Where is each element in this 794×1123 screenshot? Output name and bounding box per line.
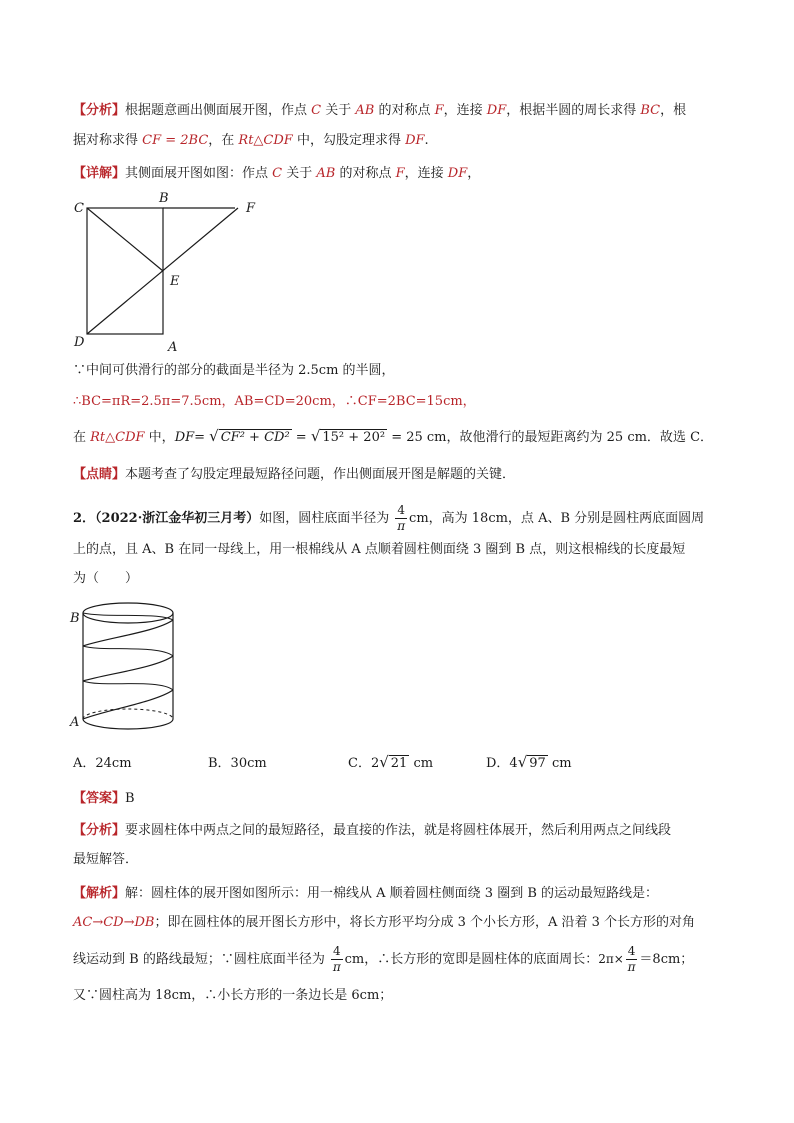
- option-d: [486, 752, 572, 772]
- analysis2-line-2: 最短解答．: [73, 852, 139, 867]
- comment-line: [73, 465, 515, 485]
- text: ，在: [208, 133, 239, 148]
- solution-line-1: [73, 884, 658, 904]
- question-source: （2022·浙江金华初三月考）: [95, 511, 260, 526]
- var: Rt△CDF: [90, 430, 145, 445]
- var: Rt△CDF: [238, 133, 293, 148]
- var: AB: [316, 166, 336, 181]
- label-c: C: [74, 201, 84, 216]
- cylinder-figure: [66, 598, 186, 738]
- analysis2-line-1: [73, 821, 671, 841]
- sqrt-icon: √: [517, 753, 528, 771]
- var: DF: [447, 166, 468, 181]
- detail-line: [73, 164, 480, 184]
- text: ，根: [660, 103, 687, 118]
- answer-line: [73, 789, 135, 809]
- helix-front-3: [83, 620, 173, 646]
- fraction: [395, 503, 407, 534]
- text: 关于: [321, 103, 356, 118]
- var: BC: [640, 103, 661, 118]
- unfolded-rectangle-figure: [70, 188, 270, 353]
- analysis-tag: 【分析】: [73, 823, 126, 838]
- sqrt-icon: √: [209, 427, 219, 445]
- numerator: 4: [332, 944, 341, 958]
- analysis-line-2: [73, 131, 429, 151]
- text: 根据题意画出侧面展开图，作点: [125, 103, 312, 118]
- var: C: [272, 166, 283, 181]
- question-2-line-3: 为（ ）: [73, 571, 139, 586]
- text: ，: [467, 166, 481, 181]
- text: 其侧面展开图如图：作点: [125, 166, 273, 181]
- question-2-line-1: [73, 503, 704, 534]
- text: cm: [409, 756, 434, 771]
- text: ，连接: [443, 103, 487, 118]
- text: cm，高为 18cm，点 A、B 分别是圆柱两底面圆周: [409, 511, 705, 526]
- solution-line-2: [73, 913, 695, 933]
- text: .: [424, 133, 429, 148]
- label-e: E: [170, 274, 180, 289]
- text: 的对称点: [335, 166, 396, 181]
- label-a: A: [168, 340, 178, 353]
- helix-back-3: [83, 613, 173, 620]
- var: AB: [355, 103, 375, 118]
- segment-ce: [87, 208, 163, 271]
- text: 解：圆柱体的展开图如图所示：用一棉线从 A 顺着圆柱侧面绕 3 圈到 B 的运动最短路线是：: [125, 886, 659, 901]
- text: D．4: [486, 756, 518, 771]
- text: ；即在圆柱体的展开图长方形中，将长方形平均分成 3 个小长方形，A 沿着 3 个长方形的对角: [154, 915, 696, 930]
- question-2-line-2: 上的点，且 A、B 在同一母线上，用一根棉线从 A 点顺着圆柱侧面绕 3 圈到 B 点，则这根棉线的长度最短: [73, 542, 686, 557]
- text: 的对称点: [374, 103, 435, 118]
- reason-therefore: ∴BC=πR=2.5π=7.5cm，AB=CD=20cm，∴CF=2BC=15cm，: [73, 394, 476, 409]
- denominator: π: [332, 960, 341, 974]
- fraction: [331, 944, 343, 975]
- denominator: π: [397, 519, 406, 533]
- option-a: A．24cm: [73, 756, 132, 771]
- option-c: [348, 752, 433, 772]
- radicand: 15² + 20²: [322, 430, 386, 445]
- text: C．2: [348, 756, 380, 771]
- path: AC→CD→DB: [73, 915, 155, 930]
- rectangle: [87, 208, 163, 334]
- numerator: 4: [397, 503, 406, 517]
- text: 关于: [282, 166, 317, 181]
- var: F: [434, 103, 444, 118]
- numerator: 4: [627, 944, 636, 958]
- text: =: [291, 430, 311, 445]
- var: DF: [486, 103, 507, 118]
- var: C: [311, 103, 322, 118]
- text: 如图，圆柱底面半径为: [259, 511, 394, 526]
- detail-tag: 【详解】: [73, 166, 126, 181]
- text: 中，勾股定理求得: [292, 133, 406, 148]
- top-ellipse: [83, 603, 173, 623]
- option-b: B．30cm: [208, 756, 267, 771]
- sqrt-icon: √: [379, 753, 389, 771]
- text: ＝8cm；: [639, 952, 694, 967]
- text: 在: [73, 430, 91, 445]
- radicand: CF² + CD²: [220, 430, 290, 445]
- helix-front-2: [83, 656, 173, 681]
- fraction: [626, 944, 638, 975]
- text: ，根据半圆的周长求得: [506, 103, 641, 118]
- equation: CF = 2BC: [142, 133, 209, 148]
- helix-back-1: [83, 681, 173, 690]
- var: DF: [174, 430, 195, 445]
- label-a: A: [70, 715, 80, 730]
- text: 本题考查了勾股定理最短路径问题，作出侧面展开图是解题的关键．: [125, 467, 516, 482]
- helix-back-2: [83, 646, 173, 656]
- text: 线运动到 B 的路线最短；∵圆柱底面半径为: [73, 952, 329, 967]
- label-d: D: [74, 335, 85, 350]
- sqrt-icon: √: [310, 427, 321, 445]
- text: cm: [547, 756, 572, 771]
- reason-because: ∵中间可供滑行的部分的截面是半径为 2.5cm 的半圆，: [73, 363, 395, 378]
- text: =: [194, 430, 210, 445]
- text: 据对称求得: [73, 133, 143, 148]
- text: cm，∴长方形的宽即是圆柱体的底面周长：: [344, 952, 599, 967]
- text: ，故他滑行的最短距离约为 25 cm．故选 C．: [446, 430, 714, 445]
- reason-pythagoras: [73, 426, 713, 448]
- comment-tag: 【点睛】: [73, 467, 126, 482]
- solution-line-3: [73, 944, 693, 975]
- text: 2π×: [598, 952, 624, 966]
- label-b: B: [159, 191, 169, 206]
- label-f: F: [246, 201, 256, 216]
- answer-value: B: [125, 791, 135, 806]
- label-b: B: [70, 611, 80, 626]
- text: = 25 cm: [387, 430, 447, 445]
- analysis-line-1: [73, 101, 686, 121]
- text: 要求圆柱体中两点之间的最短路径，最直接的作法，就是将圆柱体展开，然后利用两点之间线段: [125, 823, 672, 838]
- text: ，连接: [404, 166, 448, 181]
- question-number: 2．: [73, 511, 96, 526]
- radicand: 97: [529, 756, 546, 771]
- answer-tag: 【答案】: [73, 791, 126, 806]
- radicand: 21: [390, 756, 408, 771]
- bottom-front-arc: [83, 719, 173, 729]
- var: F: [395, 166, 405, 181]
- helix-front-1: [83, 690, 173, 719]
- solution-line-4: 又∵圆柱高为 18cm，∴小长方形的一条边长是 6cm；: [73, 988, 393, 1003]
- text: 中，: [144, 430, 175, 445]
- solution-tag: 【解析】: [73, 886, 126, 901]
- var: DF: [405, 133, 425, 148]
- analysis-tag: 【分析】: [73, 103, 126, 118]
- denominator: π: [627, 960, 636, 974]
